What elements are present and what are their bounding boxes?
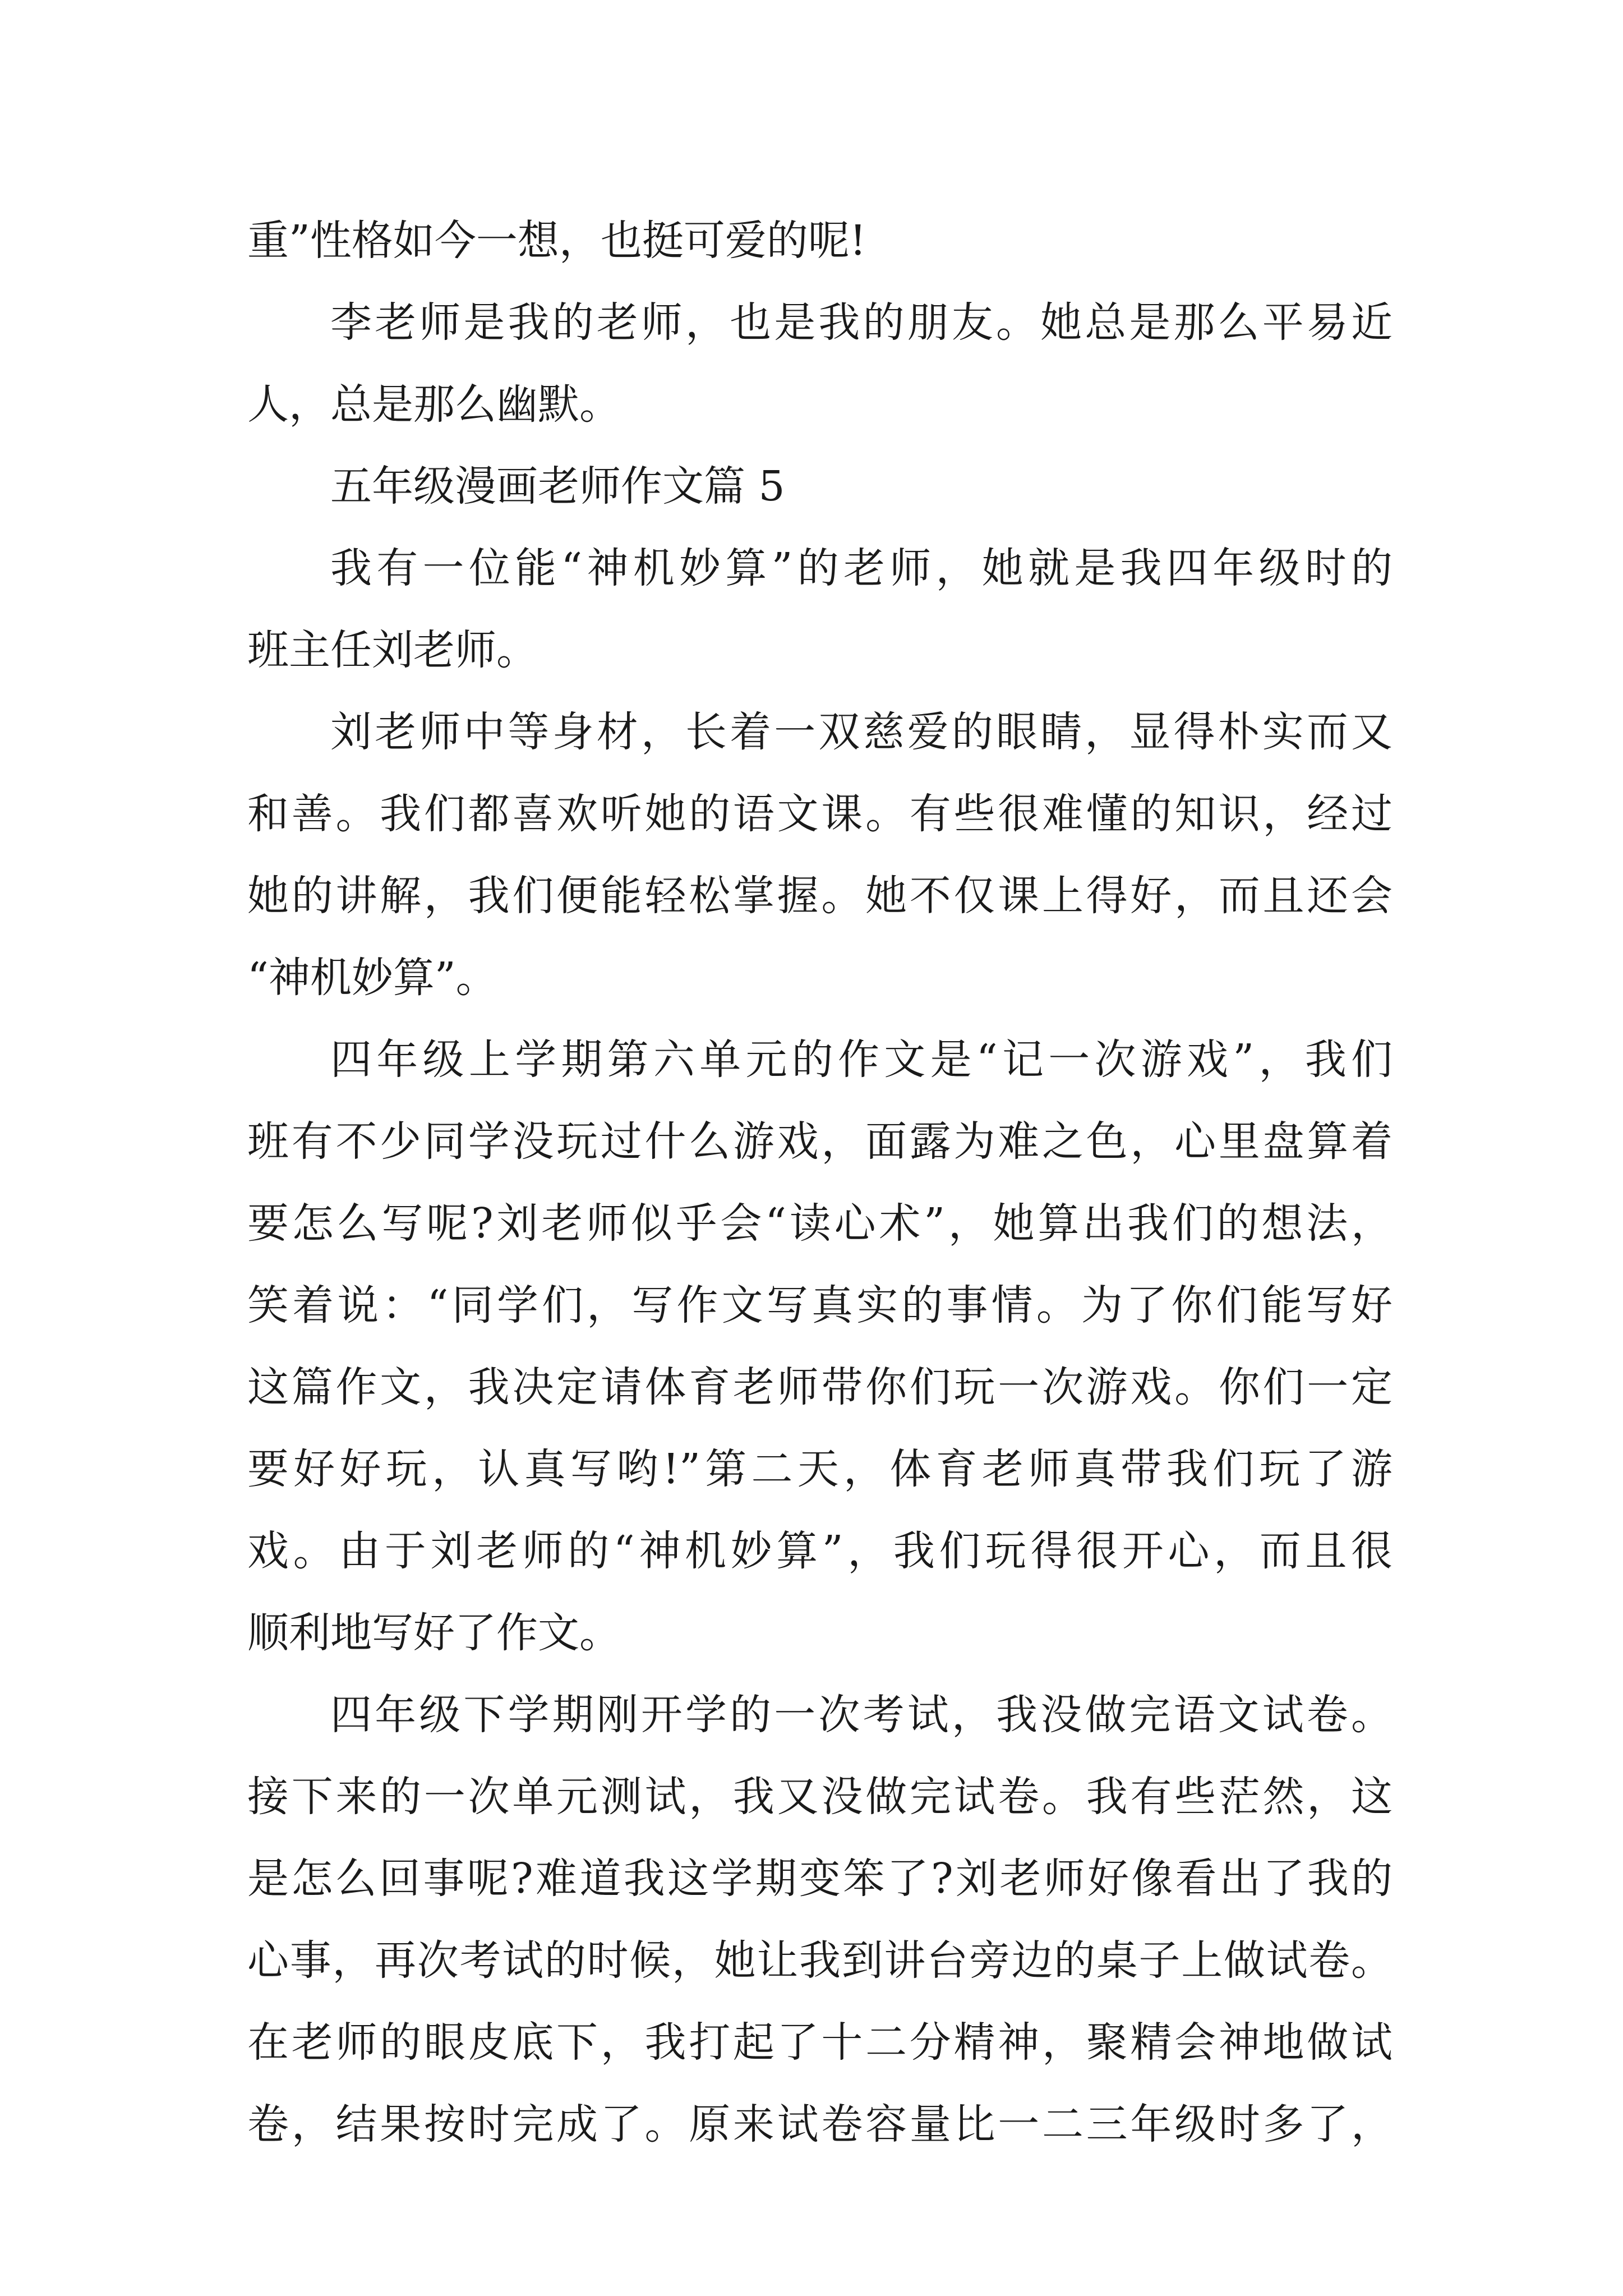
text-line: “神机妙算”。 bbox=[247, 954, 497, 1002]
paragraph-first-line: 四年级上学期第六单元的作文是“记一次游戏”，我们 bbox=[330, 1036, 1393, 1084]
text-line: 笑着说：“同学们，写作文写真实的事情。为了你们能写好 bbox=[247, 1281, 1393, 1329]
text-line: 她的讲解，我们便能轻松掌握。她不仅课上得好，而且还会 bbox=[247, 872, 1393, 920]
text-line: 要好好玩，认真写哟!”第二天，体育老师真带我们玩了游 bbox=[247, 1445, 1393, 1493]
text-line: 戏。由于刘老师的“神机妙算”，我们玩得很开心，而且很 bbox=[247, 1527, 1393, 1575]
paragraph-first-line: 李老师是我的老师，也是我的朋友。她总是那么平易近 bbox=[330, 298, 1393, 347]
text-line: 在老师的眼皮底下，我打起了十二分精神，聚精会神地做试 bbox=[247, 2018, 1393, 2067]
text-line: 和善。我们都喜欢听她的语文课。有些很难懂的知识，经过 bbox=[247, 790, 1393, 838]
essay-text bbox=[247, 200, 1393, 2165]
text-line: 班主任刘老师。 bbox=[247, 626, 538, 674]
text-line: 卷，结果按时完成了。原来试卷容量比一二三年级时多了， bbox=[247, 2100, 1393, 2148]
text-line: 是怎么回事呢?难道我这学期变笨了?刘老师好像看出了我的 bbox=[247, 1855, 1393, 1903]
text-line: 顺利地写好了作文。 bbox=[247, 1609, 621, 1657]
paragraph-first-line: 我有一位能“神机妙算”的老师，她就是我四年级时的 bbox=[330, 544, 1393, 592]
paragraph-first-line: 四年级下学期刚开学的一次考试，我没做完语文试卷。 bbox=[330, 1691, 1393, 1739]
text-line: 心事，再次考试的时候，她让我到讲台旁边的桌子上做试卷。 bbox=[247, 1936, 1393, 1985]
text-line: 人，总是那么幽默。 bbox=[247, 380, 621, 429]
text-line: 接下来的一次单元测试，我又没做完试卷。我有些茫然，这 bbox=[247, 1773, 1393, 1821]
text-line: 重”性格如今一想，也挺可爱的呢! bbox=[247, 217, 866, 265]
paragraph-first-line: 五年级漫画老师作文篇 5 bbox=[330, 462, 785, 510]
text-line: 这篇作文，我决定请体育老师带你们玩一次游戏。你们一定 bbox=[247, 1363, 1393, 1411]
text-line: 要怎么写呢?刘老师似乎会“读心术”，她算出我们的想法， bbox=[247, 1199, 1393, 1248]
text-line: 班有不少同学没玩过什么游戏，面露为难之色，心里盘算着 bbox=[247, 1117, 1393, 1166]
paragraph-first-line: 刘老师中等身材，长着一双慈爱的眼睛，显得朴实而又 bbox=[330, 708, 1393, 756]
